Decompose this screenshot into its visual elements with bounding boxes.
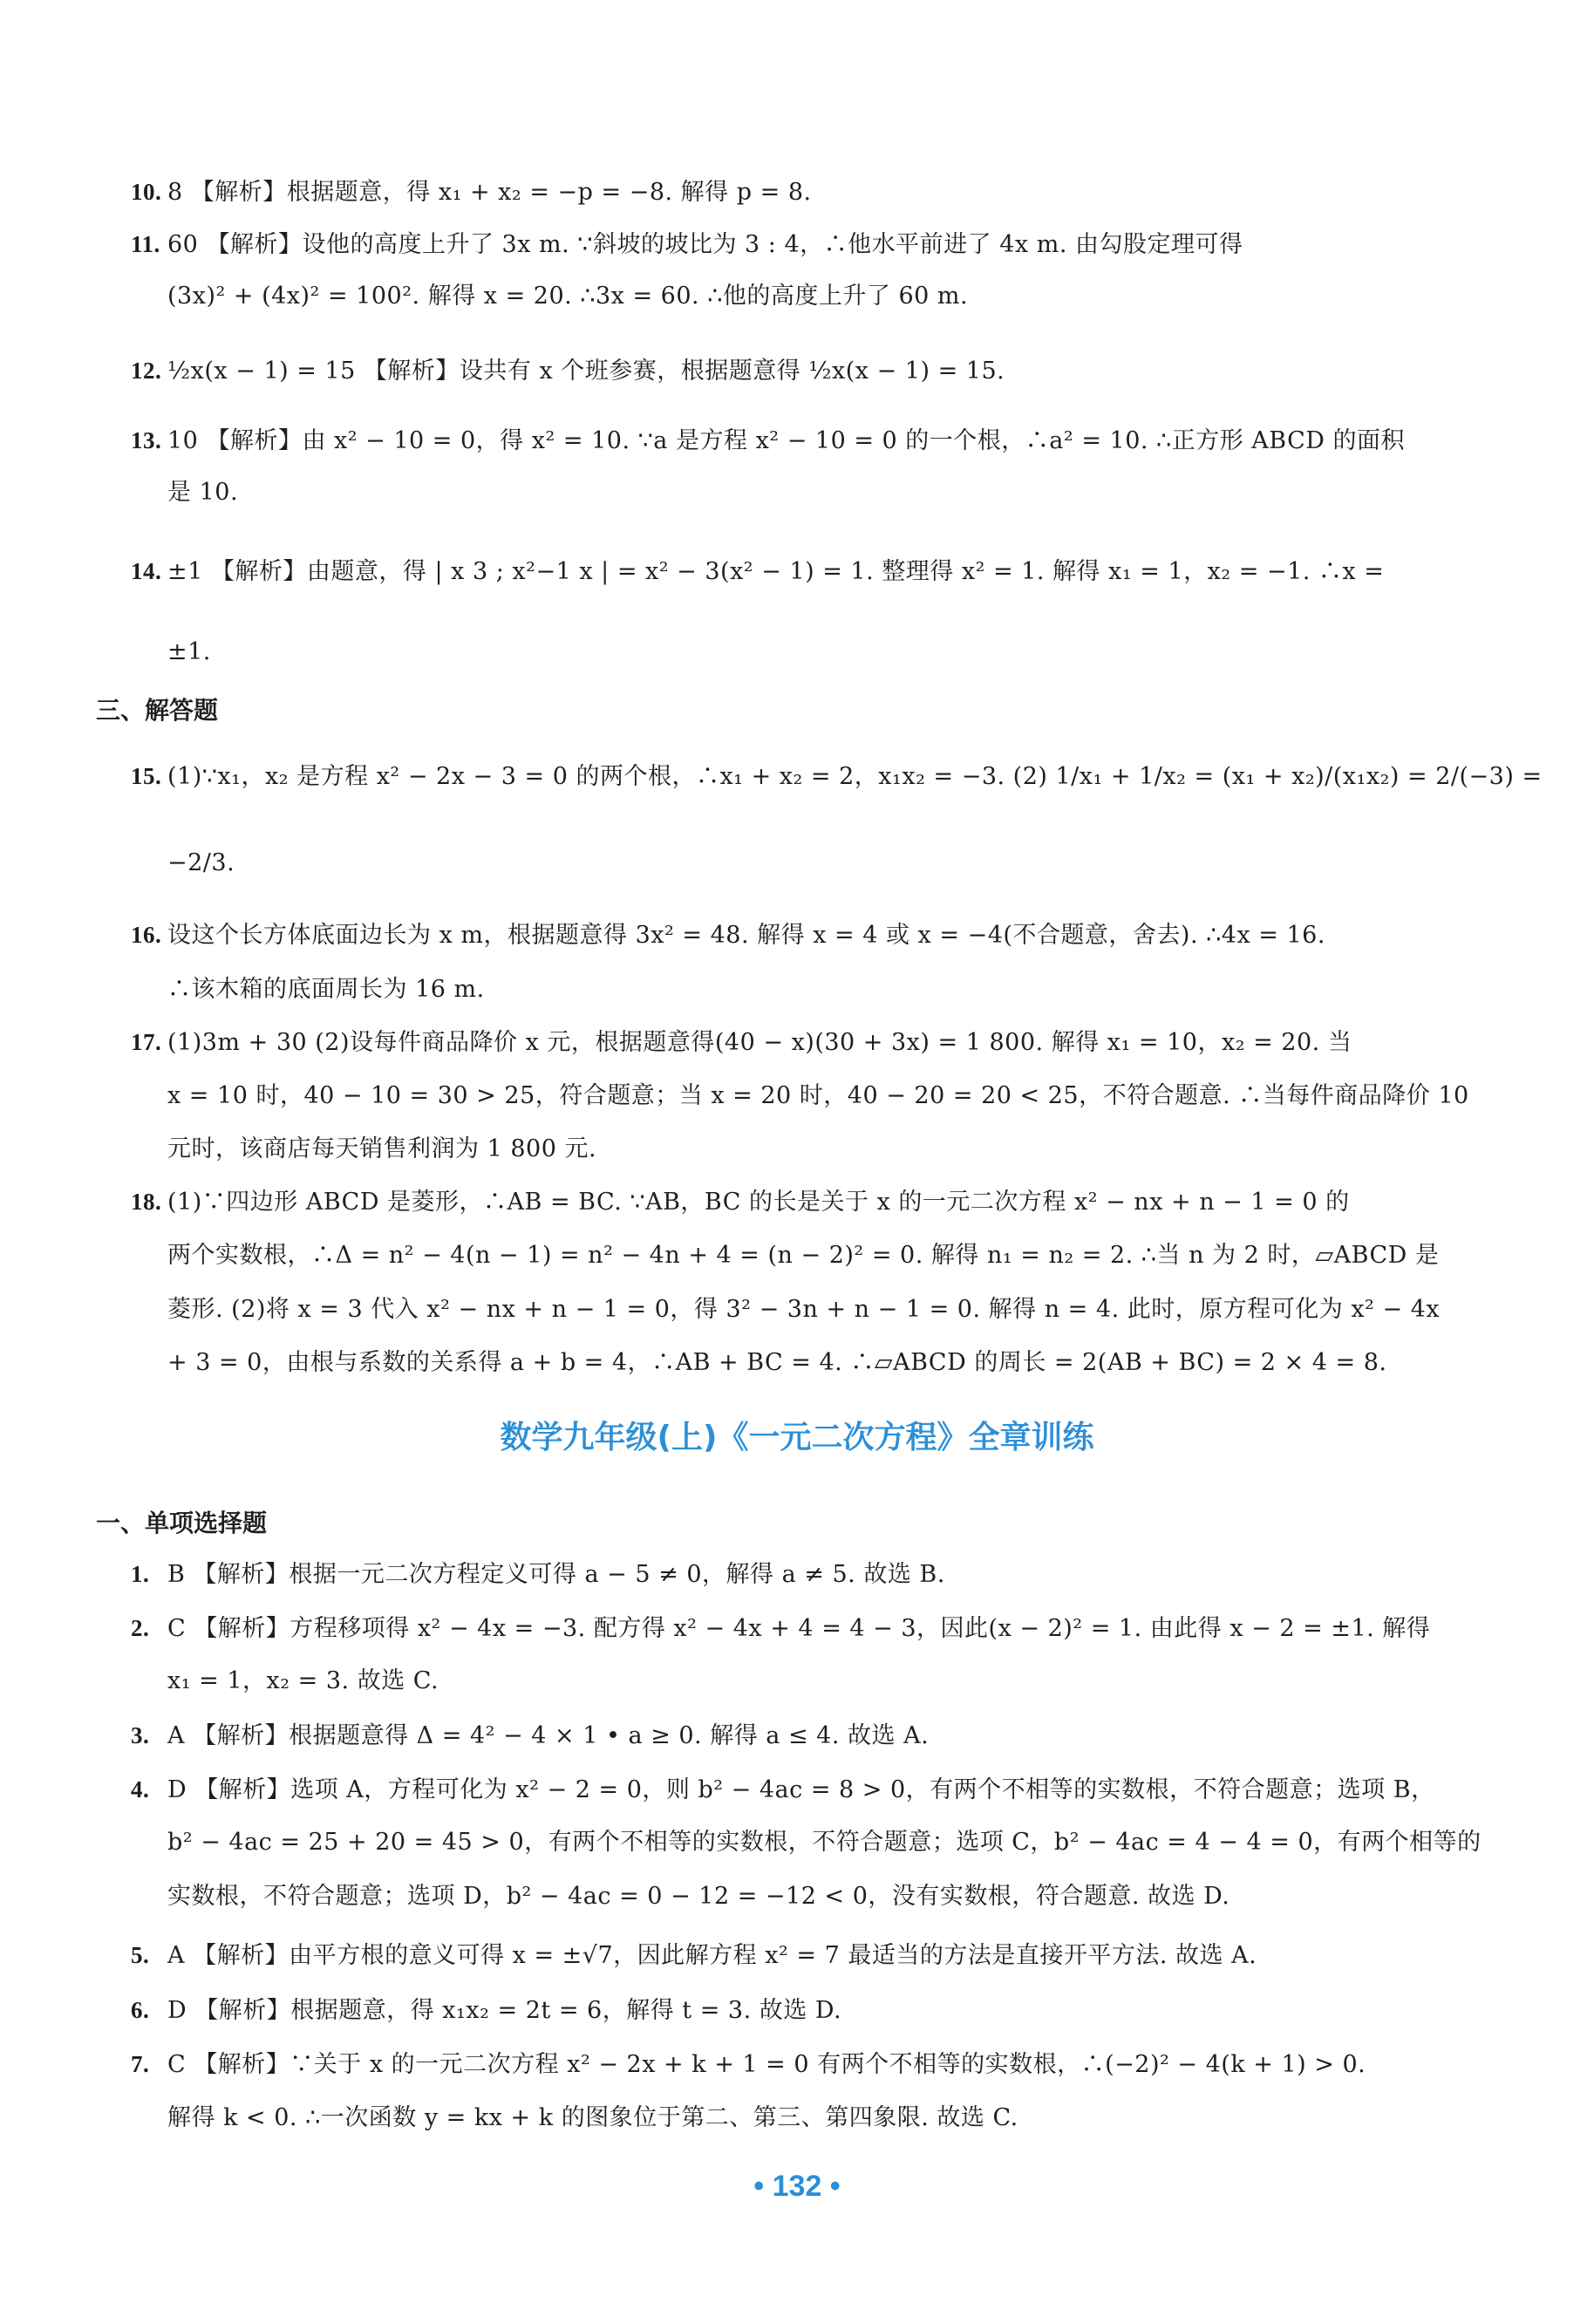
answer-text: 8 【解析】根据题意，得 x₁ + x₂ = −p = −8. 解得 p = 8.: [167, 179, 812, 206]
section-heading-choice: 一、单项选择题: [96, 1509, 268, 1537]
answer-text: ½x(x − 1) = 15 【解析】设共有 x 个班参赛，根据题意得 ½x(x − 1) = 15.: [167, 358, 1005, 385]
answer-line: [167, 1664, 439, 1699]
answer-line: [167, 635, 211, 670]
answer-line: [131, 1611, 1430, 1646]
answer-text: D 【解析】选项 A，方程可化为 x² − 2 = 0，则 b² − 4ac = 8 > 0，有两个不相等的实数根，不符合题意；选项 B，: [167, 1776, 1435, 1803]
answer-text: 60 【解析】设他的高度上升了 3x m. ∵斜坡的坡比为 3 : 4，∴他水平前进了 4x m. 由勾股定理可得: [167, 231, 1243, 258]
answer-text: 菱形. (2)将 x = 3 代入 x² − nx + n − 1 = 0，得 3² − 3n + n − 1 = 0. 解得 n = 4. 此时，原方程可化为 x² − 4x: [167, 1296, 1441, 1323]
answer-line: [131, 353, 1005, 389]
answer-line: [167, 475, 238, 510]
item-number: 17.: [131, 1029, 162, 1055]
answer-line: [167, 1825, 1482, 1860]
item-number: 18.: [131, 1189, 162, 1215]
answer-text: b² − 4ac = 25 + 20 = 45 > 0，有两个不相等的实数根，不符合题意；选项 C，b² − 4ac = 4 − 4 = 0，有两个相等的: [167, 1829, 1482, 1856]
answer-line: [167, 1132, 596, 1167]
answer-text: ±1 【解析】由题意，得 | x 3 ; x²−1 x | = x² − 3(x² − 1) = 1. 整理得 x² = 1. 解得 x₁ = 1，x₂ = −1. ∴x =: [167, 558, 1385, 585]
item-number: 12.: [131, 358, 162, 384]
item-number: 7.: [131, 2051, 150, 2077]
item-number: 1.: [131, 1561, 150, 1587]
answer-line: [131, 1993, 841, 2028]
answer-line: [167, 1346, 1386, 1380]
item-number: 15.: [131, 763, 162, 789]
answer-text: D 【解析】根据题意，得 x₁x₂ = 2t = 6，解得 t = 3. 故选 D.: [167, 1997, 842, 2024]
answer-text: x₁ = 1，x₂ = 3. 故选 C.: [167, 1667, 439, 1694]
answer-text: 设这个长方体底面边长为 x m，根据题意得 3x² = 48. 解得 x = 4 或 x = −4(不合题意，舍去). ∴4x = 16.: [167, 922, 1325, 949]
answer-text: C 【解析】∵关于 x 的一元二次方程 x² − 2x + k + 1 = 0 有两个不相等的实数根，∴(−2)² − 4(k + 1) > 0.: [167, 2051, 1366, 2078]
answer-line: [167, 1292, 1440, 1327]
answer-line: [167, 846, 235, 881]
answer-line: [131, 1718, 929, 1754]
item-number: 4.: [131, 1776, 150, 1803]
answer-text: 解得 k < 0. ∴一次函数 y = kx + k 的图象位于第二、第三、第四象限. 故选 C.: [167, 2104, 1018, 2131]
answer-line: [131, 917, 1325, 953]
item-number: 5.: [131, 1942, 150, 1968]
answer-text: −2/3.: [167, 849, 235, 876]
section-heading-answers: 三、解答题: [96, 696, 219, 725]
answer-line: [131, 1184, 1350, 1220]
answer-text: + 3 = 0，由根与系数的关系得 a + b = 4，∴AB + BC = 4. ∴▱ABCD 的周长 = 2(AB + BC) = 2 × 4 = 8.: [167, 1349, 1387, 1376]
answer-text: A 【解析】根据题意得 Δ = 4² − 4 × 1 • a ≥ 0. 解得 a ≤ 4. 故选 A.: [167, 1722, 930, 1749]
answer-line: [131, 423, 1405, 459]
answer-line: [131, 1557, 945, 1592]
item-number: 10.: [131, 179, 162, 205]
answer-line: [167, 279, 968, 314]
item-number: 11.: [131, 231, 160, 257]
answer-text: 实数根，不符合题意；选项 D，b² − 4ac = 0 − 12 = −12 < 0，没有实数根，符合题意. 故选 D.: [167, 1883, 1230, 1910]
answer-text: C 【解析】方程移项得 x² − 4x = −3. 配方得 x² − 4x + 4 = 4 − 3，因此(x − 2)² = 1. 由此得 x − 2 = ±1. 解得: [167, 1615, 1431, 1642]
item-number: 16.: [131, 922, 162, 948]
answer-text: (1)3m + 30 (2)设每件商品降价 x 元，根据题意得(40 − x)(30 + 3x) = 1 800. 解得 x₁ = 10，x₂ = 20. 当: [167, 1029, 1352, 1056]
answer-line: [167, 1879, 1230, 1914]
answer-text: (1)∵x₁，x₂ 是方程 x² − 2x − 3 = 0 的两个根，∴x₁ + x₂ = 2，x₁x₂ = −3. (2) 1/x₁ + 1/x₂ = (x₁ + x₂)/(x₁x₂) = 2/(−3) =: [167, 763, 1543, 790]
answer-line: [167, 1238, 1439, 1273]
page-number: • 132 •: [753, 2170, 841, 2203]
chapter-title: 数学九年级(上)《一元二次方程》全章训练: [500, 1420, 1094, 1455]
answer-line: [131, 554, 1384, 590]
item-number: 6.: [131, 1997, 150, 2023]
answer-text: 是 10.: [167, 479, 239, 506]
answer-text: ∴该木箱的底面周长为 16 m.: [167, 976, 485, 1003]
answer-line: [131, 1025, 1352, 1060]
answer-text: (3x)² + (4x)² = 100². 解得 x = 20. ∴3x = 60. ∴他的高度上升了 60 m.: [167, 283, 969, 310]
answer-line: [167, 1079, 1469, 1114]
answer-line: [131, 1772, 1435, 1808]
answer-text: B 【解析】根据一元二次方程定义可得 a − 5 ≠ 0，解得 a ≠ 5. 故选 B.: [167, 1561, 945, 1588]
item-number: 3.: [131, 1722, 150, 1748]
answer-text: ±1.: [167, 638, 211, 665]
answer-text: 元时，该商店每天销售利润为 1 800 元.: [167, 1135, 597, 1162]
answer-text: x = 10 时，40 − 10 = 30 > 25，符合题意；当 x = 20 时，40 − 20 = 20 < 25，不符合题意. ∴当每件商品降价 10: [167, 1082, 1469, 1109]
item-number: 13.: [131, 427, 162, 453]
answer-line: [131, 1938, 1257, 1973]
answer-text: (1)∵四边形 ABCD 是菱形，∴AB = BC. ∵AB，BC 的长是关于 x 的一元二次方程 x² − nx + n − 1 = 0 的: [167, 1189, 1350, 1216]
answer-line: [167, 972, 485, 1007]
answer-line: [131, 2047, 1366, 2082]
item-number: 2.: [131, 1615, 150, 1641]
answer-text: 两个实数根，∴Δ = n² − 4(n − 1) = n² − 4n + 4 = (n − 2)² = 0. 解得 n₁ = n₂ = 2. ∴当 n 为 2 时，▱ABCD 是: [167, 1242, 1440, 1269]
answer-line: [131, 227, 1243, 262]
answer-line: [167, 2101, 1018, 2136]
answer-text: A 【解析】由平方根的意义可得 x = ±√7，因此解方程 x² = 7 最适当的方法是直接开平方法. 故选 A.: [167, 1942, 1257, 1969]
item-number: 14.: [131, 558, 162, 584]
answer-line: [131, 759, 1543, 794]
answer-line: [131, 174, 812, 210]
answer-text: 10 【解析】由 x² − 10 = 0，得 x² = 10. ∵a 是方程 x² − 10 = 0 的一个根，∴a² = 10. ∴正方形 ABCD 的面积: [167, 427, 1406, 454]
